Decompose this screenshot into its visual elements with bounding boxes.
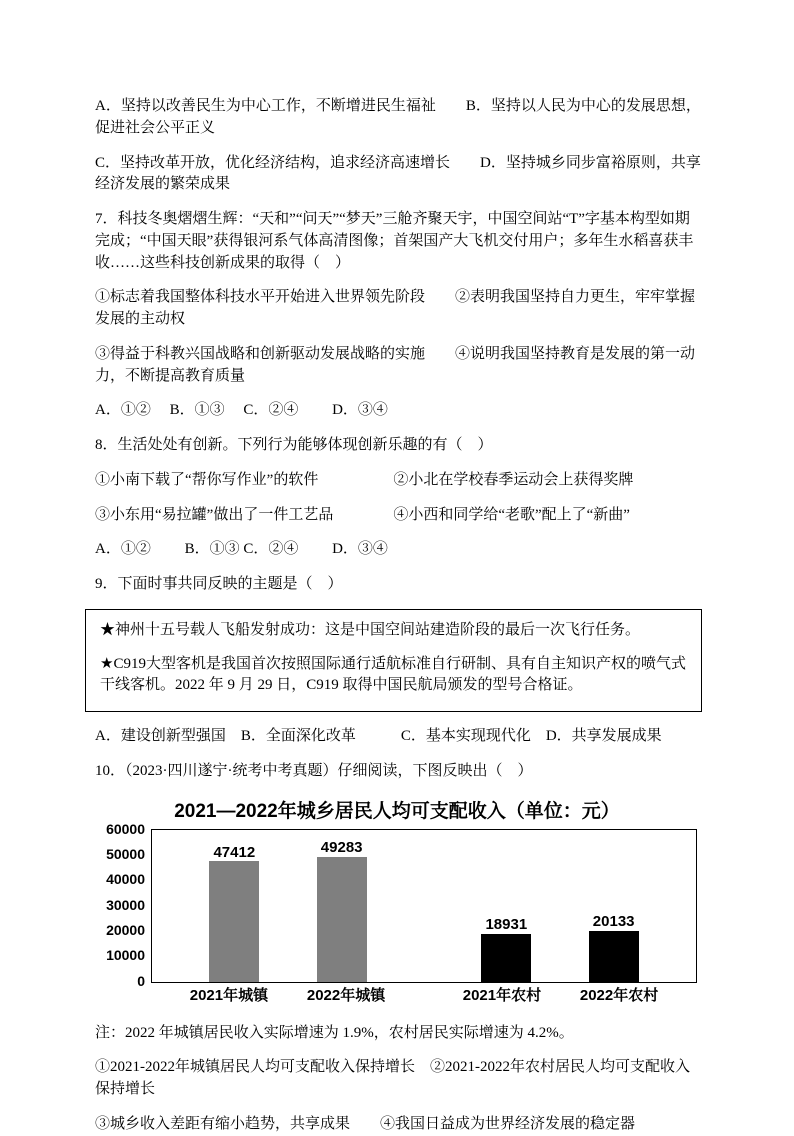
bar-group (589, 913, 639, 981)
question-10-items-line-2: ③城乡收入差距有缩小趋势，共享成果 ④我国日益成为世界经济发展的稳定器 (95, 1115, 636, 1132)
question-10-stem: 10．（2023·四川遂宁·统考中考真题）仔细阅读，下图反映出（ ） (95, 762, 533, 779)
bar-group (481, 916, 531, 981)
prev-options-line-2: C．坚持改革开放，优化经济结构，追求经济高速增长 D．坚持城乡同步富裕原则，共享经济发展的繁荣成果 (95, 154, 701, 193)
y-tick-label: 60000 (106, 820, 145, 837)
bar-chart (97, 796, 697, 1005)
y-tick-label: 50000 (106, 845, 145, 862)
x-category-label: 2021年农村 (462, 986, 542, 1004)
question-7-answers: A．①② B．①③ C．②④ D．③④ (95, 402, 388, 419)
rural-x-labels (424, 984, 697, 1005)
chart-x-axis (151, 984, 697, 1005)
question-8-items-line-2: ③小东用“易拉罐”做出了一件工艺品 ④小西和同学给“老歌”配上了“新曲” (95, 506, 630, 523)
question-10-items-line-1: ①2021-2022年城镇居民人均可支配收入保持增长 ②2021-2022年农村居民人均可支配收入保持增长 (95, 1059, 690, 1097)
bar-value-label: 20133 (592, 913, 635, 931)
y-tick-label: 20000 (106, 921, 145, 938)
rural-bars-cluster (424, 830, 696, 982)
chart-title: 2021—2022年城乡居民人均可支配收入（单位：元） (174, 800, 620, 822)
bar (481, 934, 531, 982)
x-category-label: 2022年城镇 (306, 986, 386, 1004)
x-category-label: 2021年城镇 (189, 986, 269, 1004)
urban-bars-cluster (152, 830, 424, 982)
chart-plot-area (151, 829, 697, 983)
question-7-items-line-2: ③得益于科教兴国战略和创新驱动发展战略的实施 ④说明我国坚持教育是发展的第一动力，不断提高教育质量 (95, 345, 696, 384)
y-tick-label: 30000 (106, 896, 145, 913)
question-8-answers: A．①② B．①③ C．②④ D．③④ (95, 541, 388, 558)
question-7-stem: 7．科技冬奥熠熠生辉：“天和”“问天”“梦天”三舱齐聚天宇，中国空间站“T”字基本构型如期完成；“中国天眼”获得银河系气体高清图像；首架国产大飞机交付用户；多年生水稻喜获丰收……这些科技创新成果的取得（ ） (95, 211, 694, 271)
bar-value-label: 47412 (213, 844, 256, 862)
bar-group (317, 839, 367, 981)
chart-y-axis (97, 820, 151, 989)
question-9-stem: 9．下面时事共同反映的主题是（ ） (95, 576, 343, 592)
news-event-2: ★C919大型客机是我国首次按照国际通行适航标准自行研制、具有自主知识产权的喷气式干线客机。2022 年 9 月 29 日，C919 取得中国民航局颁发的型号合格证。 (100, 655, 686, 694)
bar-group (209, 844, 259, 981)
x-category-label: 2022年农村 (579, 986, 659, 1004)
question-9-answers: A．建设创新型强国 B．全面深化改革 C．基本实现现代化 D．共享发展成果 (95, 728, 662, 744)
question-8-stem: 8．生活处处有创新。下列行为能够体现创新乐趣的有（ ） (95, 437, 493, 453)
prev-options-line-1: A．坚持以改善民生为中心工作，不断增进民生福祉 B．坚持以人民为中心的发展思想，促进社会公平正义 (95, 98, 701, 136)
question-8-items-line-1: ①小南下载了“帮你写作业”的软件 ②小北在学校春季运动会上获得奖牌 (95, 471, 634, 488)
y-tick-label: 10000 (106, 947, 145, 964)
bar (317, 857, 367, 982)
bar-value-label: 49283 (320, 839, 363, 857)
bar (209, 861, 259, 981)
bar-value-label: 18931 (485, 916, 528, 934)
urban-x-labels (151, 984, 424, 1005)
y-tick-label: 0 (137, 972, 145, 989)
question-7-items-line-1: ①标志着我国整体科技水平开始进入世界领先阶段 ②表明我国坚持自力更生，牢牢掌握发展的主动权 (95, 289, 696, 327)
bar (589, 931, 639, 982)
y-tick-label: 40000 (106, 871, 145, 888)
chart-note: 注：2022 年城镇居民收入实际增速为 1.9%，农村居民实际增速为 4.2%。 (95, 1024, 574, 1041)
chart-body (97, 820, 697, 989)
news-event-1: ★神州十五号载人飞船发射成功：这是中国空间站建造阶段的最后一次飞行任务。 (100, 621, 641, 638)
news-events-box (85, 609, 702, 712)
